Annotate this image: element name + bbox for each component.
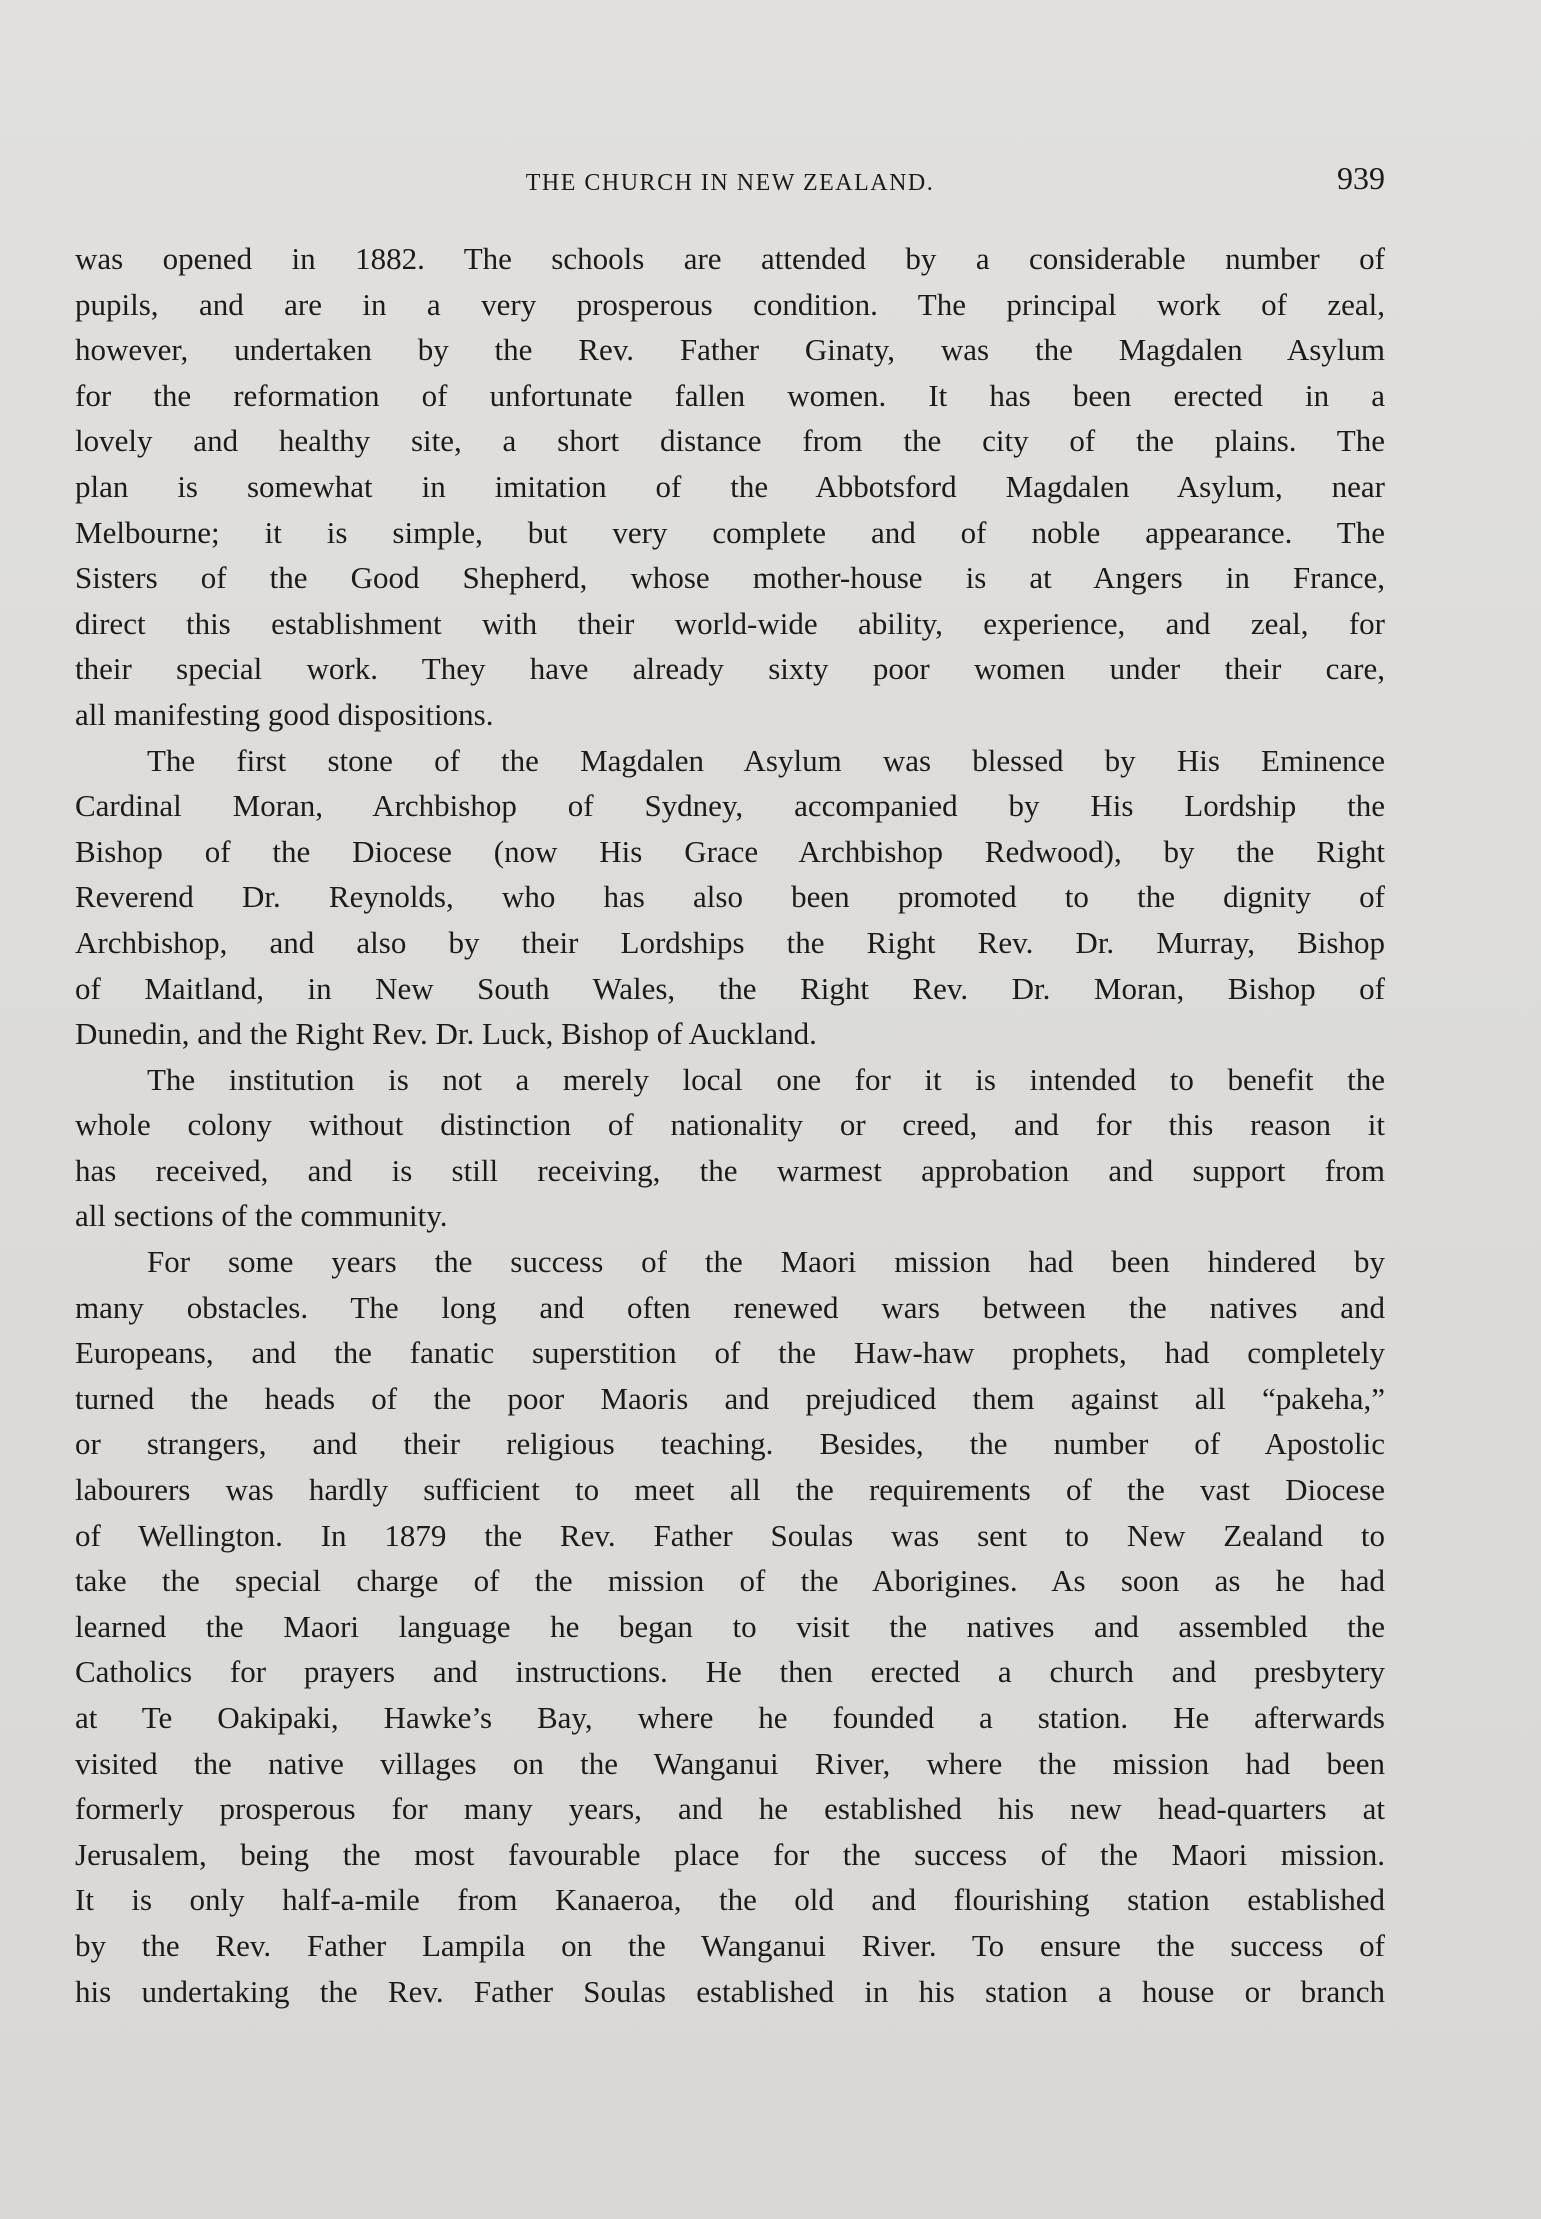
text-line: It is only half-a-mile from Kanaeroa, the old and flourishing station established [75, 1882, 1385, 1918]
text-line: plan is somewhat in imitation of the Abbotsford Magdalen Asylum, near [75, 468, 1385, 504]
text-line: of Wellington. In 1879 the Rev. Father Soulas was sent to New Zealand to [75, 1517, 1385, 1553]
text-line: Bishop of the Diocese (now His Grace Archbishop Redwood), by the Right [75, 833, 1385, 869]
text-line: all sections of the community. [75, 1198, 448, 1234]
text-line: has received, and is still receiving, the warmest approbation and support from [75, 1152, 1385, 1188]
text-line: Cardinal Moran, Archbishop of Sydney, accompanied by His Lordship the [75, 788, 1385, 824]
text-line: take the special charge of the mission of the Aborigines. As soon as he had [75, 1563, 1385, 1599]
paragraph-first-line: The institution is not a merely local one for it is intended to benefit the [147, 1061, 1385, 1097]
text-line: was opened in 1882. The schools are attended by a considerable number of [75, 241, 1385, 276]
running-header [75, 160, 1385, 206]
text-line: his undertaking the Rev. Father Soulas established in his station a house or branch [75, 1973, 1385, 2009]
text-line: Melbourne; it is simple, but very complete and of noble appearance. The [75, 514, 1385, 550]
text-line: of Maitland, in New South Wales, the Right Rev. Dr. Moran, Bishop of [75, 970, 1385, 1006]
text-line: or strangers, and their religious teaching. Besides, the number of Apostolic [75, 1426, 1385, 1462]
text-line: learned the Maori language he began to visit the natives and assembled the [75, 1608, 1385, 1644]
paragraph-first-line: For some years the success of the Maori mission had been hindered by [147, 1244, 1385, 1280]
text-line: turned the heads of the poor Maoris and prejudiced them against all “pakeha,” [75, 1380, 1385, 1416]
text-line: by the Rev. Father Lampila on the Wanganui River. To ensure the success of [75, 1927, 1385, 1963]
text-line: Sisters of the Good Shepherd, whose mother-house is at Angers in France, [75, 560, 1385, 596]
text-line: lovely and healthy site, a short distance from the city of the plains. The [75, 423, 1385, 459]
text-line: for the reformation of unfortunate fallen women. It has been erected in a [75, 377, 1385, 413]
text-line: their special work. They have already sixty poor women under their care, [75, 651, 1385, 687]
text-line: Reverend Dr. Reynolds, who has also been promoted to the dignity of [75, 879, 1385, 915]
text-line: direct this establishment with their world-wide ability, experience, and zeal, for [75, 605, 1385, 641]
text-line: Archbishop, and also by their Lordships the Right Rev. Dr. Murray, Bishop [75, 924, 1385, 960]
text-line: at Te Oakipaki, Hawke’s Bay, where he founded a station. He afterwards [75, 1700, 1385, 1735]
paragraph-first-line: The first stone of the Magdalen Asylum was blessed by His Eminence [147, 742, 1385, 778]
text-line: formerly prosperous for many years, and he established his new head-quarters at [75, 1791, 1385, 1827]
text-line: Catholics for prayers and instructions. He then erected a church and presbytery [75, 1654, 1385, 1690]
text-line: labourers was hardly sufficient to meet all the requirements of the vast Diocese [75, 1472, 1385, 1508]
text-line: many obstacles. The long and often renewed wars between the natives and [75, 1289, 1385, 1325]
text-line: whole colony without distinction of nationality or creed, and for this reason it [75, 1107, 1385, 1143]
text-line: however, undertaken by the Rev. Father Ginaty, was the Magdalen Asylum [75, 332, 1385, 368]
body-text [75, 236, 1385, 2014]
running-title: THE CHURCH IN NEW ZEALAND. [525, 170, 935, 196]
page-number: 939 [1337, 160, 1385, 196]
text-line: Dunedin, and the Right Rev. Dr. Luck, Bishop of Auckland. [75, 1016, 817, 1052]
text-line: Jerusalem, being the most favourable place for the success of the Maori mission. [75, 1836, 1385, 1872]
text-line: Europeans, and the fanatic superstition of the Haw-haw prophets, had completely [75, 1335, 1385, 1371]
text-line: pupils, and are in a very prosperous condition. The principal work of zeal, [75, 286, 1385, 322]
text-line: visited the native villages on the Wanganui River, where the mission had been [75, 1745, 1385, 1781]
text-line: all manifesting good dispositions. [75, 696, 494, 732]
